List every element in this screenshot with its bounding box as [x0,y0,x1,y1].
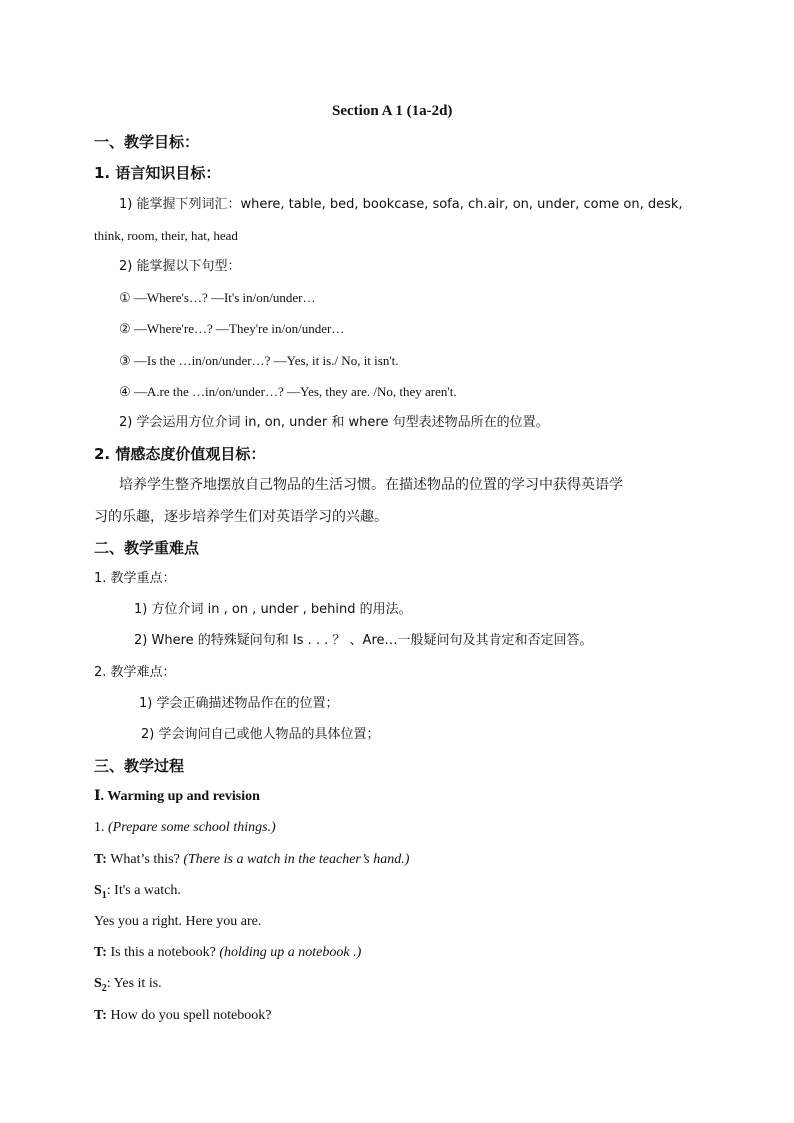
dialogue-text: Yes you a right. Here you are. [94,914,262,929]
difficulty-item: 2) 学会询问自己或他人物品的具体位置； [141,727,380,742]
dialogue-text: : It's a watch. [106,883,181,898]
attitude-line-2: 习的乐趣，逐步培养学生们对英语学习的兴趣。 [94,509,388,525]
dialogue-text: Is this a notebook? [106,945,220,960]
section-1-heading: 一、教学目标： [94,133,200,151]
attitude-line-1: 培养学生整齐地摆放自己物品的生活习惯。在描述物品的位置的学习中获得英语学 [119,477,623,493]
pattern-item: ③ —Is the …in/on/under…? —Yes, it is./ No, it isn't. [119,353,399,368]
dialogue-line [94,943,361,963]
vocab-line-2: think, room, their, hat, head [94,228,238,243]
key-point-item: 1) 方位介词 in , on , under , behind 的用法。 [134,602,412,617]
step-1 [94,818,276,838]
step-note: (Prepare some school things.) [108,820,276,835]
speaker-subscript: 2 [101,982,107,994]
patterns-intro: 2) 能掌握以下句型： [119,259,241,274]
stage-direction: (holding up a notebook .) [219,945,362,960]
section-3-heading: 三、教学过程 [94,757,185,775]
dialogue-line [94,912,261,932]
key-points-label: 1. 教学重点： [94,571,176,586]
speaker-label: T: [94,1008,107,1023]
pattern-item: ② —Where're…? —They're in/on/under… [119,321,345,336]
dialogue-line [94,974,162,994]
dialogue-text: How do you spell notebook? [106,1008,272,1023]
step-number: 1. [94,820,105,835]
dialogue-text: What’s this? [106,852,184,867]
speaker-label: S [94,976,102,991]
speaker-subscript: 1 [101,889,107,901]
speaker-label: T: [94,852,107,867]
difficulty-item: 1) 学会正确描述物品作在的位置； [139,696,339,711]
warming-up-heading: Ⅰ. Warming up and revision [94,789,260,804]
page-title: Section A 1 (1a-2d) [332,103,453,119]
difficulties-label: 2. 教学难点： [94,665,176,680]
vocab-line-1: 1) 能掌握下列词汇：where, table, bed, bookcase, sofa, ch.air, on, under, come on, desk, [119,197,683,212]
speaker-label: T: [94,945,107,960]
dialogue-line [94,850,409,870]
dialogue-line [94,881,181,901]
dialogue-text: : Yes it is. [106,976,162,991]
section-2-heading: 二、教学重难点 [94,539,200,557]
stage-direction: (There is a watch in the teacher’s hand.) [183,852,410,867]
prepositions-usage-line: 2) 学会运用方位介词 in, on, under 和 where 句型表述物品所在的位置。 [119,415,549,430]
pattern-item: ④ —A.re the …in/on/under…? —Yes, they are. /No, they aren't. [119,384,457,399]
key-point-item: 2) Where 的特殊疑问句和 Is . . . ？ 、Are…一般疑问句及其肯定和否定回答。 [134,633,593,648]
speaker-label: S [94,883,102,898]
attitude-goal-heading: 2. 情感态度价值观目标： [94,445,266,463]
knowledge-goal-heading: 1. 语言知识目标： [94,164,221,182]
pattern-item: ① —Where's…? —It's in/on/under… [119,290,316,305]
dialogue-line [94,1006,271,1026]
